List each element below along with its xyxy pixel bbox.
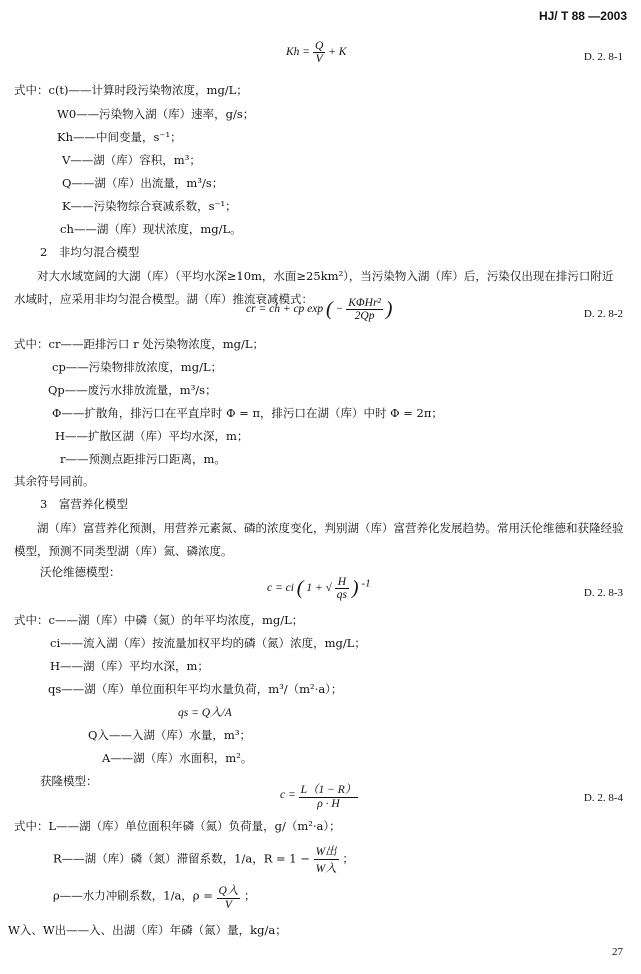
- eq2-number: D. 2. 8-2: [583, 308, 623, 320]
- eq3-lhs: c = ci: [267, 582, 294, 595]
- def4-rho-fraction: [217, 882, 241, 911]
- standard-header: HJ/ T 88 —2003: [538, 9, 627, 23]
- def4-r-numerator: W出: [314, 843, 339, 860]
- def4-rho-numerator: Q入: [217, 882, 241, 899]
- section-3-title: 3 富营养化模型: [40, 497, 128, 511]
- def1-k: K——污染物综合衰减系数，s⁻¹；: [62, 199, 237, 213]
- def4-w: W入、W出——入、出湖（库）年磷（氮）量，kg/a；: [8, 923, 287, 937]
- vollenweider-title: 沃伦维德模型：: [40, 565, 121, 579]
- def4-r-text: R——湖（库）磷（氮）滞留系数，1/a，R = 1 −: [53, 851, 310, 866]
- def4-r-fraction: [314, 843, 339, 876]
- eq3-numerator: H: [335, 576, 349, 589]
- def3-qs: qs——湖（库）单位面积年平均水量负荷，m³/（m²·a）；: [48, 682, 343, 696]
- def1-kh: Kh——中间变量，s⁻¹；: [57, 130, 182, 144]
- eq2-fraction: [346, 297, 383, 322]
- eq2-numerator: KΦHr²: [348, 297, 381, 309]
- def4-r: [53, 843, 354, 876]
- eq3-denominator: qs: [336, 589, 348, 601]
- def4-r-denominator: W入: [315, 863, 337, 875]
- def2-phi: Φ——扩散角，排污口在平直岸时 Φ = π，排污口在湖（库）中时 Φ = 2π；: [52, 406, 443, 420]
- equation-d281: [286, 40, 346, 65]
- def2-r: r——预测点距排污口距离，m。: [60, 452, 226, 466]
- def4-l: 式中：L——湖（库）单位面积年磷（氮）负荷量，g/（m²·a）；: [14, 819, 341, 833]
- def4-rho-text: ρ——水力冲刷系数，1/a，ρ =: [53, 888, 213, 903]
- section-2-paragraph: 对大水域宽阔的大湖（库）（平均水深≥10m，水面≥25km²），当污染物入湖（库）后，污染仅出现在排污口附近水域时，应采用非均匀混合模型。湖（库）推流衰减模式：: [14, 269, 614, 306]
- def1-ch: ch——湖（库）现状浓度，mg/L。: [60, 222, 242, 236]
- eq1-denominator: V: [315, 53, 323, 65]
- equation-d284: [280, 781, 358, 810]
- section-2-title: 2 非均匀混合模型: [40, 245, 140, 259]
- def1-v: V——湖（库）容积，m³；: [62, 153, 201, 167]
- def2-h: H——扩散区湖（库）平均水深，m；: [55, 429, 249, 443]
- equation-d283: c = ci ( 1 + √ $\frac{H}{qs}$ ) $^{-1}$: [267, 576, 371, 601]
- eq2-denominator: 2Qp: [354, 310, 375, 322]
- eq2-lhs: cr = ch + cp exp: [246, 303, 324, 316]
- note-other-symbols: 其余符号同前。: [14, 474, 95, 488]
- eq1-fraction: [313, 40, 325, 65]
- def4-rho-denominator: V: [224, 899, 232, 911]
- eq3-fraction: [335, 576, 349, 601]
- eq1-rhs: + K: [328, 46, 347, 59]
- def2-cp: cp——污染物排放浓度，mg/L；: [52, 360, 223, 374]
- page-number: 27: [612, 946, 623, 958]
- def1-w0: W0——污染物入湖（库）速率，g/s；: [57, 107, 255, 121]
- eq1-number: D. 2. 8-1: [583, 51, 623, 63]
- def4-r-end: ；: [342, 851, 354, 866]
- def3-ci: ci——流入湖（库）按流量加权平均的磷（氮）浓度，mg/L；: [50, 636, 366, 650]
- def1-q: Q——湖（库）出流量，m³/s；: [62, 176, 224, 190]
- section-3-paragraph: 湖（库）富营养化预测，用营养元素氮、磷的浓度变化，判别湖（库）富营养化发展趋势。常用沃伦维德和获隆经验模型，预测不同类型湖（库）氮、磷浓度。: [14, 521, 624, 558]
- eq3-exponent: -1: [361, 577, 371, 590]
- eq4-number: D. 2. 8-4: [583, 792, 623, 804]
- eq3-number: D. 2. 8-3: [583, 587, 623, 599]
- def3-q-in: Q入——入湖（库）水量，m³；: [88, 728, 251, 742]
- eq4-denominator: ρ · H: [317, 798, 340, 810]
- def3-a: A——湖（库）水面积，m²。: [102, 751, 253, 765]
- def3-c: 式中：c——湖（库）中磷（氮）的年平均浓度，mg/L；: [14, 613, 304, 627]
- eq4-lhs: c =: [280, 789, 296, 802]
- def2-cr: 式中：cr——距排污口 r 处污染物浓度，mg/L；: [14, 337, 265, 351]
- equation-d282: cr = ch + cp exp ( − $\frac{\text{KΦHr²}}{2Qp}$ ): [246, 297, 393, 322]
- def3-qs-formula: qs = Q入/A: [178, 707, 232, 719]
- def2-qp: Qp——废污水排放流量，m³/s；: [48, 383, 217, 397]
- hulong-title: 获隆模型：: [40, 774, 98, 788]
- eq4-fraction: [299, 781, 359, 810]
- eq4-numerator: L（1 − R）: [299, 781, 359, 798]
- eq1-numerator: Q: [314, 40, 324, 52]
- def4-rho-end: ；: [243, 888, 256, 903]
- eq1-lhs: Kh =: [286, 46, 311, 59]
- def3-h: H——湖（库）平均水深，m；: [50, 659, 209, 673]
- def4-rho: [53, 882, 255, 911]
- def1-c-t: 式中：c(t)——计算时段污染物浓度，mg/L；: [14, 83, 248, 97]
